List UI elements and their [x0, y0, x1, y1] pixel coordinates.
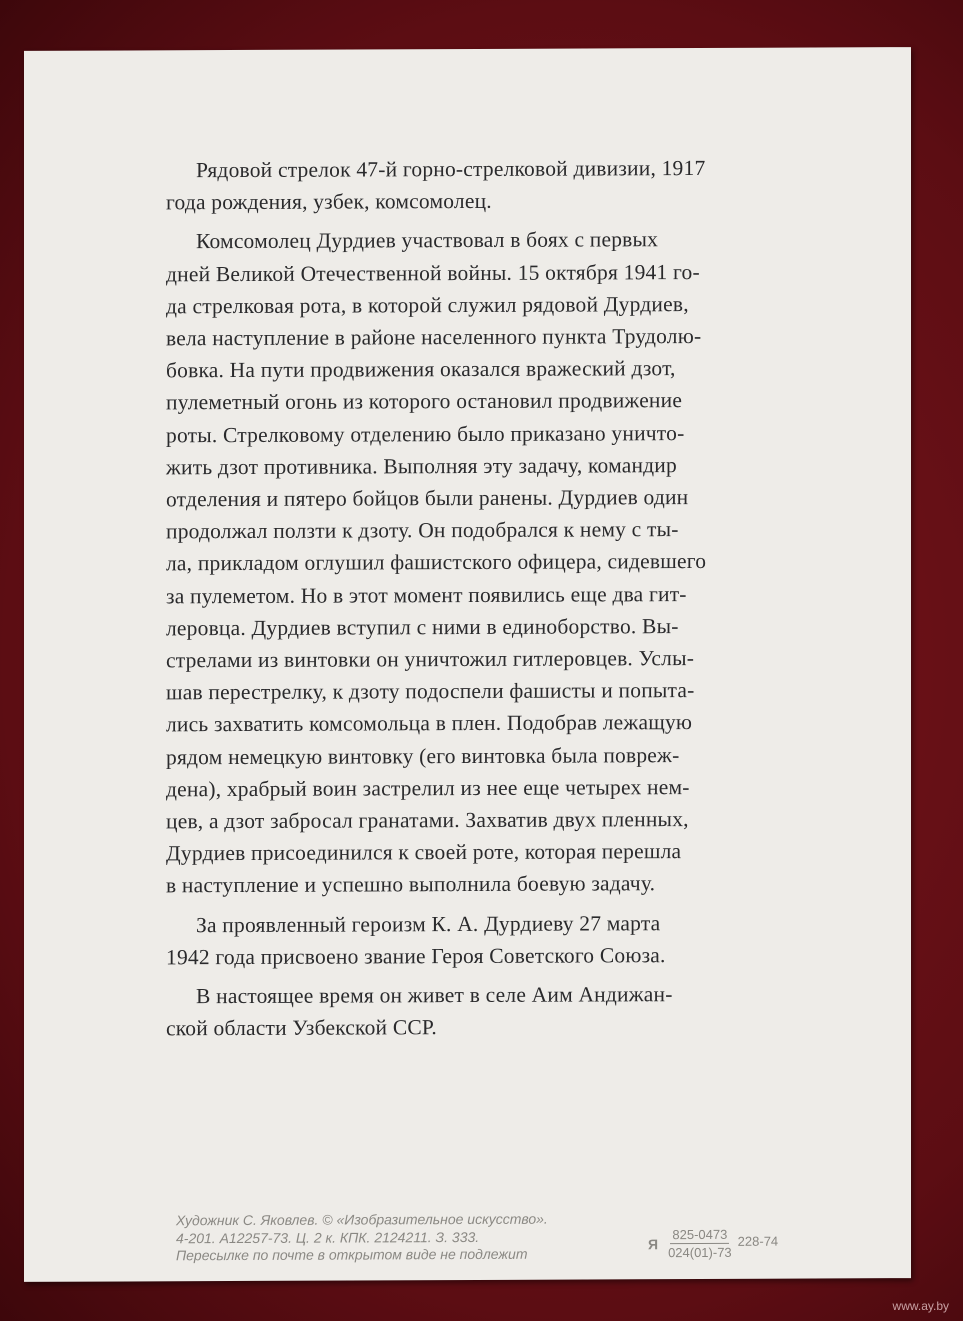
imprint-print-info: 4-201. А12257-73. Ц. 2 к. КПК. 2124211. З. 333.: [176, 1228, 480, 1246]
paragraph-feat: Комсомолец Дурдиев участвовал в боях с первых дней Великой Отечественной войны. 15 октября 1941 го- да стрелковая рота, в которой служил рядовой Дурдиев, вела наступление в районе населенного пункта Трудолю- бовка. На пути продвижения оказался вражеский дзот, пулеметный огонь из которого остановил продвижение роты. Стрелковому отделению было приказано уничто- жить дзот противника. Выполняя эту задачу, командир отделения и пятеро бойцов были ранены. Дурдиев один продолжал ползти к дзоту. Он подобрался к нему с ты- ла, прикладом оглушил фашистского офицера, сидевшего за пулеметом. Но в этот момент появились еще два гит- леровца. Дурдиев вступил с ними в единоборство. Вы- стрелами из винтовки он уничтожил гитлеровцев. Услы- шав перестрелку, к дзоту подоспели фашисты и попыта- лись захватить комсомольца в плен. Подобрав лежащую рядом немецкую винтовку (его винтовка была повреж- дена), храбрый воин застрелил из нее еще четырех нем- цев, а дзот забросал гранатами. Захватив двух пленных, Дурдиев присоединился к своей роте, которая перешла в наступление и успешно выполнила боевую задачу.: [166, 227, 707, 898]
paragraph-award: За проявленный героизм К. А. Дурдиеву 27 марта 1942 года присвоено звание Героя Советского Союза.: [166, 910, 666, 970]
paragraph-intro: Рядовой стрелок 47-й горно-стрелковой дивизии, 1917 года рождения, узбек, комсомолец.: [166, 155, 706, 215]
fraction-side: 228-74: [737, 1233, 779, 1249]
paragraph-residence: В настоящее время он живет в селе Аим Андижан- ской области Узбекской ССР.: [166, 982, 673, 1041]
biography-text: [166, 152, 794, 1045]
imprint-mail-notice: Пересылке по почте в открытом виде не подлежит: [176, 1245, 528, 1264]
postcard-back: [24, 47, 911, 1282]
fraction-bottom: 024(01)-73: [668, 1244, 732, 1261]
index-fraction: [668, 1227, 732, 1260]
imprint-artist: Художник С. Яковлев. © «Изобразительное искусство».: [176, 1210, 548, 1229]
catalog-index: [648, 1227, 778, 1261]
site-watermark: www.ay.by: [892, 1299, 949, 1313]
index-letter: Я: [648, 1235, 659, 1252]
fraction-top: 825-0473: [670, 1227, 729, 1244]
